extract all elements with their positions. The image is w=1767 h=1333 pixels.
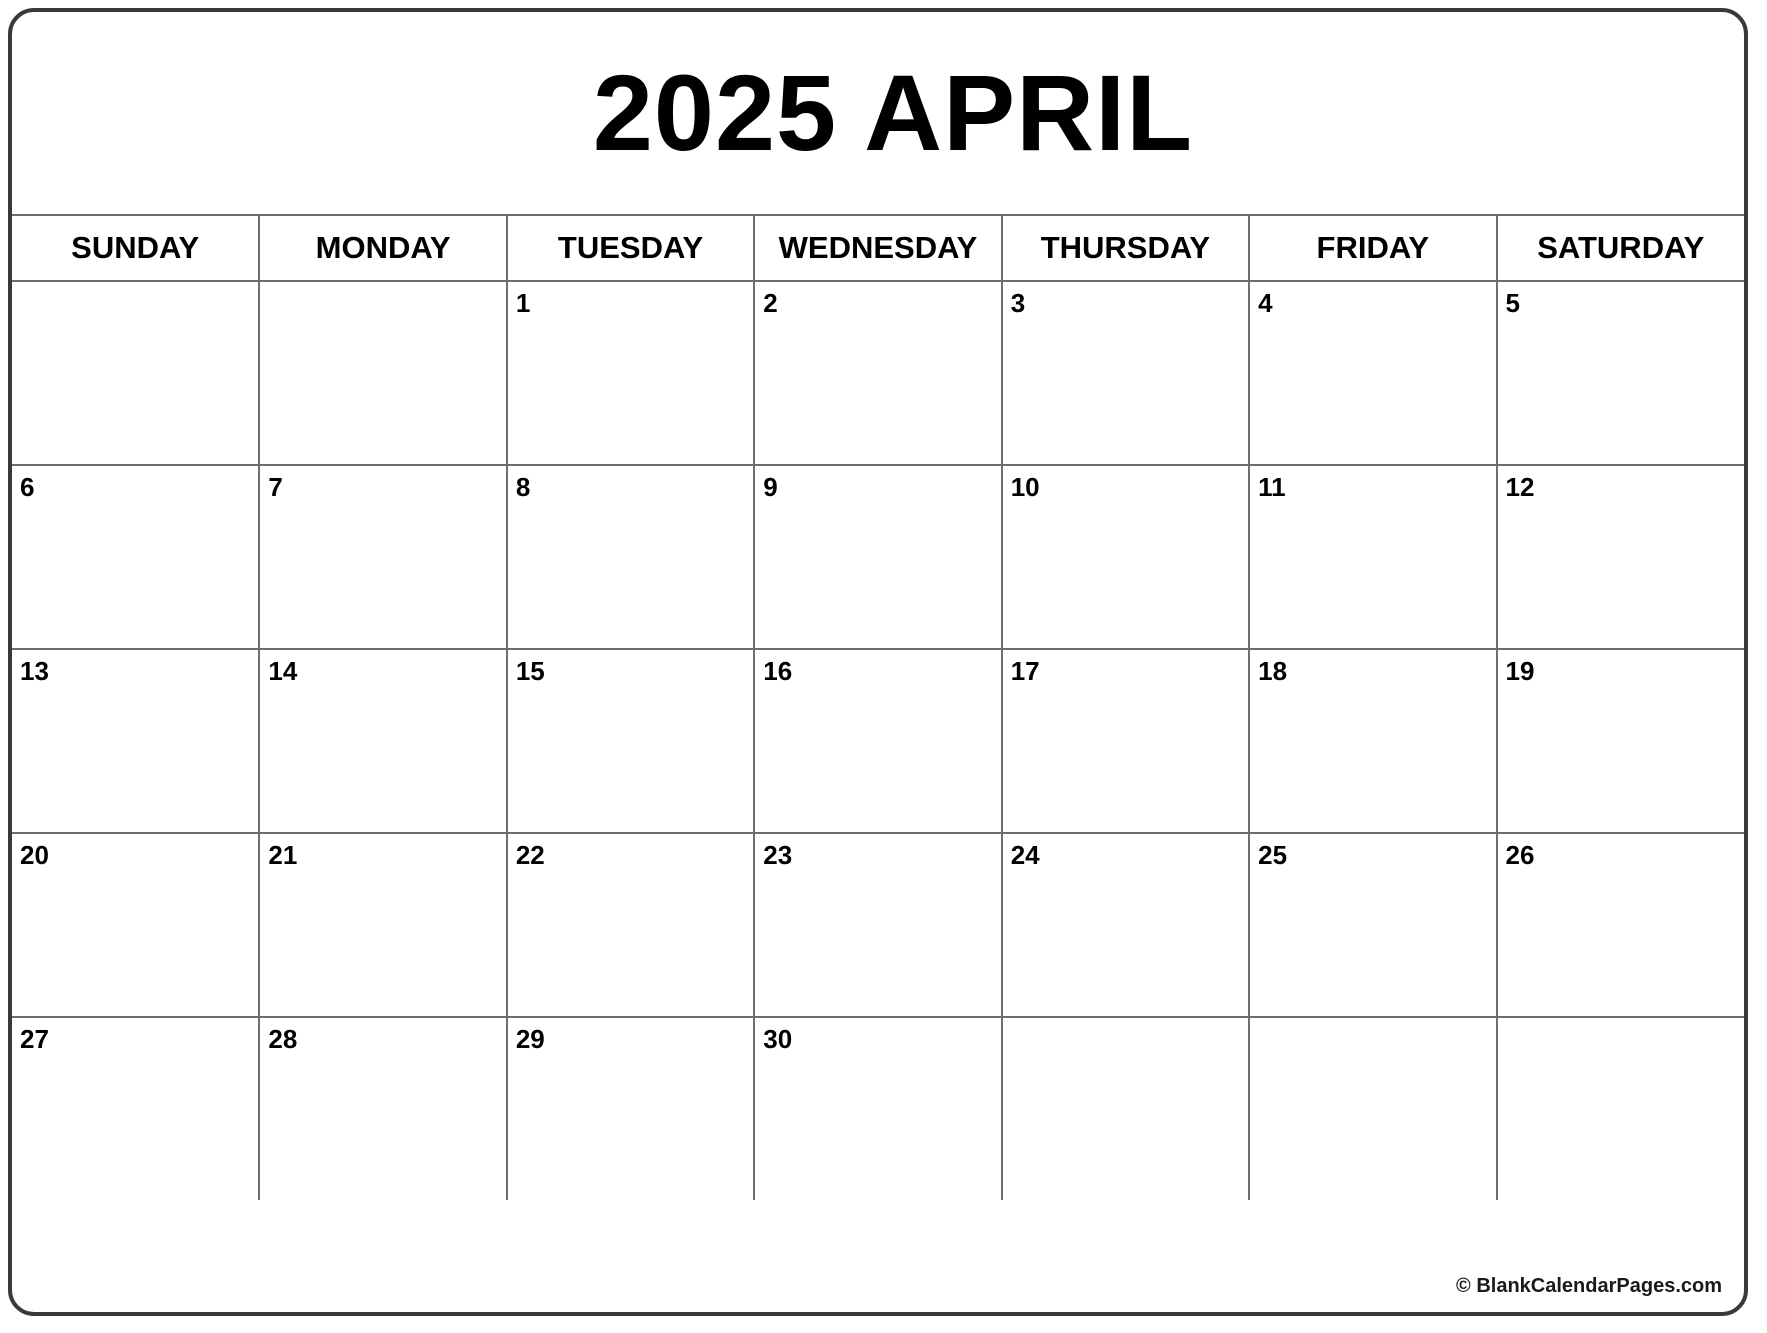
day-number: 1 xyxy=(515,288,531,318)
day-cell[interactable] xyxy=(1002,1017,1249,1200)
day-number: 25 xyxy=(1258,840,1288,870)
day-number: 18 xyxy=(1258,656,1288,686)
day-cell[interactable] xyxy=(259,1017,506,1200)
weekday-header-wednesday: WEDNESDAY xyxy=(754,215,1001,281)
weekday-header-thursday: THURSDAY xyxy=(1002,215,1249,281)
day-number xyxy=(260,282,505,290)
day-cell[interactable] xyxy=(1497,1017,1744,1200)
day-cell[interactable] xyxy=(1497,649,1744,833)
page-title: 2025 APRIL xyxy=(592,52,1194,173)
day-cell[interactable] xyxy=(1497,281,1744,465)
calendar-grid xyxy=(12,214,1744,1200)
day-cell[interactable] xyxy=(12,281,259,465)
day-number: 17 xyxy=(1010,656,1040,686)
day-number: 5 xyxy=(1505,288,1520,318)
day-number: 7 xyxy=(268,472,283,502)
day-number: 9 xyxy=(763,472,778,502)
day-cell[interactable] xyxy=(1002,281,1249,465)
day-cell[interactable] xyxy=(1497,465,1744,649)
weekday-header-row xyxy=(12,215,1744,281)
day-cell[interactable] xyxy=(12,833,259,1017)
day-number: 24 xyxy=(1010,840,1040,870)
day-number: 27 xyxy=(20,1024,49,1054)
day-number: 6 xyxy=(20,472,35,502)
day-cell[interactable] xyxy=(259,649,506,833)
day-number: 23 xyxy=(763,840,793,870)
day-number: 22 xyxy=(515,840,545,870)
day-number: 30 xyxy=(763,1024,793,1054)
day-cell[interactable] xyxy=(1249,833,1496,1017)
day-number: 15 xyxy=(515,656,545,686)
day-number: 28 xyxy=(268,1024,298,1054)
weekday-header-monday: MONDAY xyxy=(259,215,506,281)
day-number: 26 xyxy=(1505,840,1535,870)
day-cell[interactable] xyxy=(754,465,1001,649)
day-cell[interactable] xyxy=(12,465,259,649)
day-number: 16 xyxy=(763,656,793,686)
day-number: 21 xyxy=(268,840,298,870)
day-number: 19 xyxy=(1505,656,1535,686)
day-number: 4 xyxy=(1258,288,1273,318)
day-cell[interactable] xyxy=(1002,649,1249,833)
day-cell[interactable] xyxy=(1249,1017,1496,1200)
day-cell[interactable] xyxy=(12,1017,259,1200)
day-cell[interactable] xyxy=(754,281,1001,465)
day-number xyxy=(12,282,258,290)
day-number xyxy=(1498,1018,1744,1026)
day-number: 8 xyxy=(515,472,531,502)
day-number xyxy=(1250,1018,1495,1026)
calendar-title-bar xyxy=(12,12,1744,214)
day-number xyxy=(1003,1018,1248,1026)
day-cell[interactable] xyxy=(1002,833,1249,1017)
calendar-week-row xyxy=(12,281,1744,465)
day-number: 10 xyxy=(1010,472,1040,502)
day-number: 29 xyxy=(515,1024,545,1054)
day-number: 3 xyxy=(1010,288,1026,318)
day-cell[interactable] xyxy=(507,1017,754,1200)
day-number: 20 xyxy=(20,840,49,870)
day-number: 13 xyxy=(20,656,49,686)
day-number: 11 xyxy=(1258,472,1286,502)
weekday-header-saturday: SATURDAY xyxy=(1497,215,1744,281)
day-cell[interactable] xyxy=(1002,465,1249,649)
day-cell[interactable] xyxy=(1249,649,1496,833)
calendar-week-row xyxy=(12,465,1744,649)
day-cell[interactable] xyxy=(259,281,506,465)
day-number: 14 xyxy=(268,656,298,686)
day-cell[interactable] xyxy=(507,465,754,649)
day-cell[interactable] xyxy=(12,649,259,833)
calendar-week-row xyxy=(12,833,1744,1017)
calendar-frame xyxy=(8,8,1748,1316)
calendar-week-row xyxy=(12,649,1744,833)
weekday-header-sunday: SUNDAY xyxy=(12,215,259,281)
day-cell[interactable] xyxy=(1497,833,1744,1017)
day-cell[interactable] xyxy=(754,833,1001,1017)
day-cell[interactable] xyxy=(507,649,754,833)
day-cell[interactable] xyxy=(259,465,506,649)
day-cell[interactable] xyxy=(507,833,754,1017)
day-number: 12 xyxy=(1505,472,1535,502)
day-cell[interactable] xyxy=(259,833,506,1017)
day-cell[interactable] xyxy=(1249,281,1496,465)
day-cell[interactable] xyxy=(754,649,1001,833)
day-cell[interactable] xyxy=(507,281,754,465)
weekday-header-friday: FRIDAY xyxy=(1249,215,1496,281)
day-number: 2 xyxy=(763,288,778,318)
calendar-week-row xyxy=(12,1017,1744,1200)
day-cell[interactable] xyxy=(754,1017,1001,1200)
copyright-credit: © BlankCalendarPages.com xyxy=(1456,1275,1722,1297)
weekday-header-tuesday: TUESDAY xyxy=(507,215,754,281)
day-cell[interactable] xyxy=(1249,465,1496,649)
